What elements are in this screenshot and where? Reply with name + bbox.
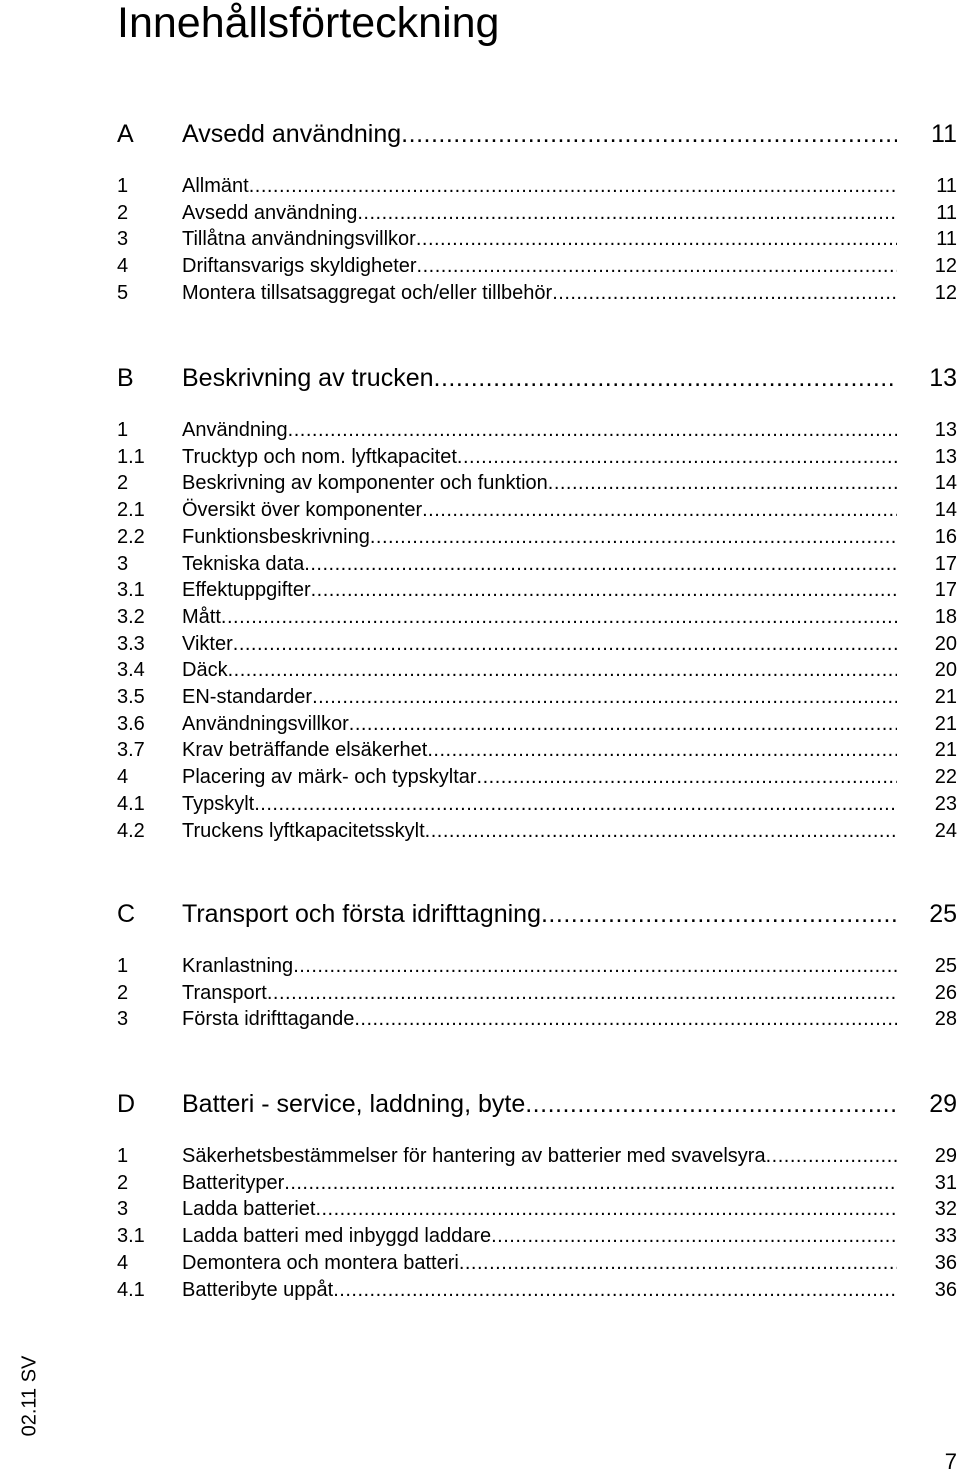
toc-entry <box>0 954 960 978</box>
entry-title: EN-standarder ..... <box>182 685 897 709</box>
entry-title: Montera tillsatsaggregat och/eller tillbehör ..... <box>182 281 897 305</box>
entry-page: 23 <box>934 792 957 815</box>
entry-page: 13 <box>934 419 957 441</box>
entry-number: 4.2 <box>117 819 145 842</box>
toc-entry <box>0 1144 960 1168</box>
toc-entry <box>0 471 960 495</box>
entry-number: 2 <box>117 981 129 1004</box>
toc-section-heading <box>0 1088 960 1120</box>
entry-title: Användningsvillkor ..... <box>182 712 897 736</box>
entry-title: Beskrivning av komponenter och funktion ..... <box>182 471 897 495</box>
entry-page: 14 <box>934 472 957 495</box>
entry-title: Användning ..... <box>182 418 897 442</box>
entry-number: 3 <box>117 228 129 251</box>
entry-number: 4 <box>117 1251 129 1274</box>
toc-entry <box>0 227 960 251</box>
entry-number: 3 <box>117 1008 129 1031</box>
entry-page: 36 <box>934 1251 957 1274</box>
entry-number: 1 <box>117 955 129 977</box>
entry-title: Däck ..... <box>182 658 897 682</box>
toc-section-heading <box>0 898 960 930</box>
entry-page: 31 <box>934 1171 957 1194</box>
entry-number: 3.1 <box>117 1225 145 1248</box>
entry-page: 18 <box>934 605 957 628</box>
toc-entry <box>0 525 960 549</box>
entry-title: Mått ..... <box>182 605 897 629</box>
entry-page: 21 <box>934 686 957 708</box>
toc-entry <box>0 765 960 789</box>
entry-number: 4.1 <box>117 1278 145 1301</box>
toc-entry <box>0 658 960 682</box>
toc-entry <box>0 201 960 225</box>
entry-page: 17 <box>934 579 957 602</box>
toc-entry <box>0 1197 960 1221</box>
entry-number: 3.5 <box>117 686 145 708</box>
entry-page: 20 <box>934 632 957 655</box>
section-page: 25 <box>929 900 957 928</box>
entry-title: Driftansvarigs skyldigheter ..... <box>182 254 897 278</box>
entry-title: Första idrifttagande ..... <box>182 1007 897 1031</box>
section-page: 29 <box>929 1090 957 1118</box>
edition-code: 02.11 SV <box>18 1355 41 1437</box>
toc-entry <box>0 498 960 522</box>
entry-number: 3 <box>117 552 129 575</box>
toc-entry <box>0 632 960 656</box>
entry-number: 3 <box>117 1198 129 1221</box>
entry-page: 25 <box>934 955 957 977</box>
entry-page: 12 <box>934 255 957 278</box>
entry-number: 3.1 <box>117 579 145 602</box>
entry-page: 17 <box>934 552 957 575</box>
entry-number: 2.1 <box>117 499 145 522</box>
entry-title: Översikt över komponenter ..... <box>182 498 897 522</box>
entry-title: Tekniska data ..... <box>182 552 897 576</box>
entry-title: Effektuppgifter ..... <box>182 578 897 602</box>
toc-entry <box>0 1007 960 1031</box>
toc-entry <box>0 174 960 198</box>
toc-entry <box>0 712 960 736</box>
entry-number: 3.6 <box>117 712 145 735</box>
entry-page: 11 <box>936 228 957 251</box>
entry-page: 22 <box>934 766 957 789</box>
entry-title: Vikter ..... <box>182 632 897 656</box>
entry-title: Trucktyp och nom. lyftkapacitet ..... <box>182 445 897 469</box>
entry-page: 28 <box>934 1008 957 1031</box>
entry-number: 1 <box>117 175 129 197</box>
entry-page: 20 <box>934 659 957 682</box>
section-title: Transport och första idrifttagning ..... <box>182 898 897 930</box>
section-letter: B <box>117 364 134 392</box>
toc-entry <box>0 792 960 816</box>
entry-page: 26 <box>934 981 957 1004</box>
page-title: Innehållsförteckning <box>117 0 500 47</box>
toc-entry <box>0 738 960 762</box>
entry-title: Tillåtna användningsvillkor ..... <box>182 227 897 251</box>
section-page: 11 <box>931 120 957 148</box>
entry-page: 24 <box>934 819 957 842</box>
entry-number: 4 <box>117 255 129 278</box>
entry-number: 1 <box>117 1145 129 1167</box>
entry-title: Allmänt ..... <box>182 174 897 198</box>
entry-number: 2 <box>117 472 129 495</box>
toc-entry <box>0 281 960 305</box>
entry-number: 2 <box>117 201 129 224</box>
entry-number: 1 <box>117 419 129 441</box>
entry-title: Demontera och montera batteri ..... <box>182 1251 897 1275</box>
entry-page: 13 <box>934 445 957 468</box>
toc-entry <box>0 981 960 1005</box>
entry-title: Transport ..... <box>182 981 897 1005</box>
entry-page: 21 <box>934 712 957 735</box>
toc-entry <box>0 254 960 278</box>
entry-title: Typskylt ..... <box>182 792 897 816</box>
toc-entry <box>0 685 960 709</box>
entry-title: Funktionsbeskrivning ..... <box>182 525 897 549</box>
toc-entry <box>0 1278 960 1302</box>
entry-title: Batterityper ..... <box>182 1171 897 1195</box>
entry-page: 21 <box>934 739 957 762</box>
entry-page: 32 <box>934 1198 957 1221</box>
entry-page: 14 <box>934 499 957 522</box>
entry-number: 3.4 <box>117 659 145 682</box>
entry-number: 4 <box>117 766 129 789</box>
entry-page: 11 <box>936 175 957 197</box>
entry-number: 4.1 <box>117 792 145 815</box>
toc-section-heading <box>0 118 960 150</box>
section-letter: C <box>117 900 136 928</box>
entry-page: 12 <box>934 281 957 304</box>
entry-number: 1.1 <box>117 445 145 468</box>
entry-number: 5 <box>117 281 129 304</box>
entry-page: 16 <box>934 525 957 548</box>
entry-number: 2.2 <box>117 525 145 548</box>
toc-section-heading <box>0 362 960 394</box>
toc-entry <box>0 552 960 576</box>
toc-entry <box>0 1251 960 1275</box>
toc-entry <box>0 445 960 469</box>
entry-title: Säkerhetsbestämmelser för hantering av batterier med svavelsyra ..... <box>182 1144 897 1168</box>
page-number: 7 <box>944 1449 957 1474</box>
entry-page: 11 <box>936 201 957 224</box>
toc-entry <box>0 819 960 843</box>
entry-number: 3.3 <box>117 632 145 655</box>
entry-page: 29 <box>934 1145 957 1167</box>
section-title: Batteri - service, laddning, byte ..... <box>182 1088 897 1120</box>
section-letter: A <box>117 120 134 148</box>
entry-page: 33 <box>934 1225 957 1248</box>
entry-title: Avsedd användning ..... <box>182 201 897 225</box>
entry-title: Kranlastning ..... <box>182 954 897 978</box>
entry-number: 3.2 <box>117 605 145 628</box>
toc-entry <box>0 605 960 629</box>
entry-number: 2 <box>117 1171 129 1194</box>
entry-title: Truckens lyftkapacitetsskylt ..... <box>182 819 897 843</box>
section-title: Beskrivning av trucken ..... <box>182 362 897 394</box>
entry-title: Batteribyte uppåt ..... <box>182 1278 897 1302</box>
section-title: Avsedd användning ..... <box>182 118 897 150</box>
entry-page: 36 <box>934 1278 957 1301</box>
toc-entry <box>0 1224 960 1248</box>
entry-title: Placering av märk- och typskyltar ..... <box>182 765 897 789</box>
section-page: 13 <box>929 364 957 392</box>
section-letter: D <box>117 1090 136 1118</box>
entry-title: Ladda batteriet ..... <box>182 1197 897 1221</box>
toc-entry <box>0 578 960 602</box>
entry-number: 3.7 <box>117 739 145 762</box>
toc-entry <box>0 1171 960 1195</box>
toc-entry <box>0 418 960 442</box>
entry-title: Ladda batteri med inbyggd laddare ..... <box>182 1224 897 1248</box>
entry-title: Krav beträffande elsäkerhet ..... <box>182 738 897 762</box>
